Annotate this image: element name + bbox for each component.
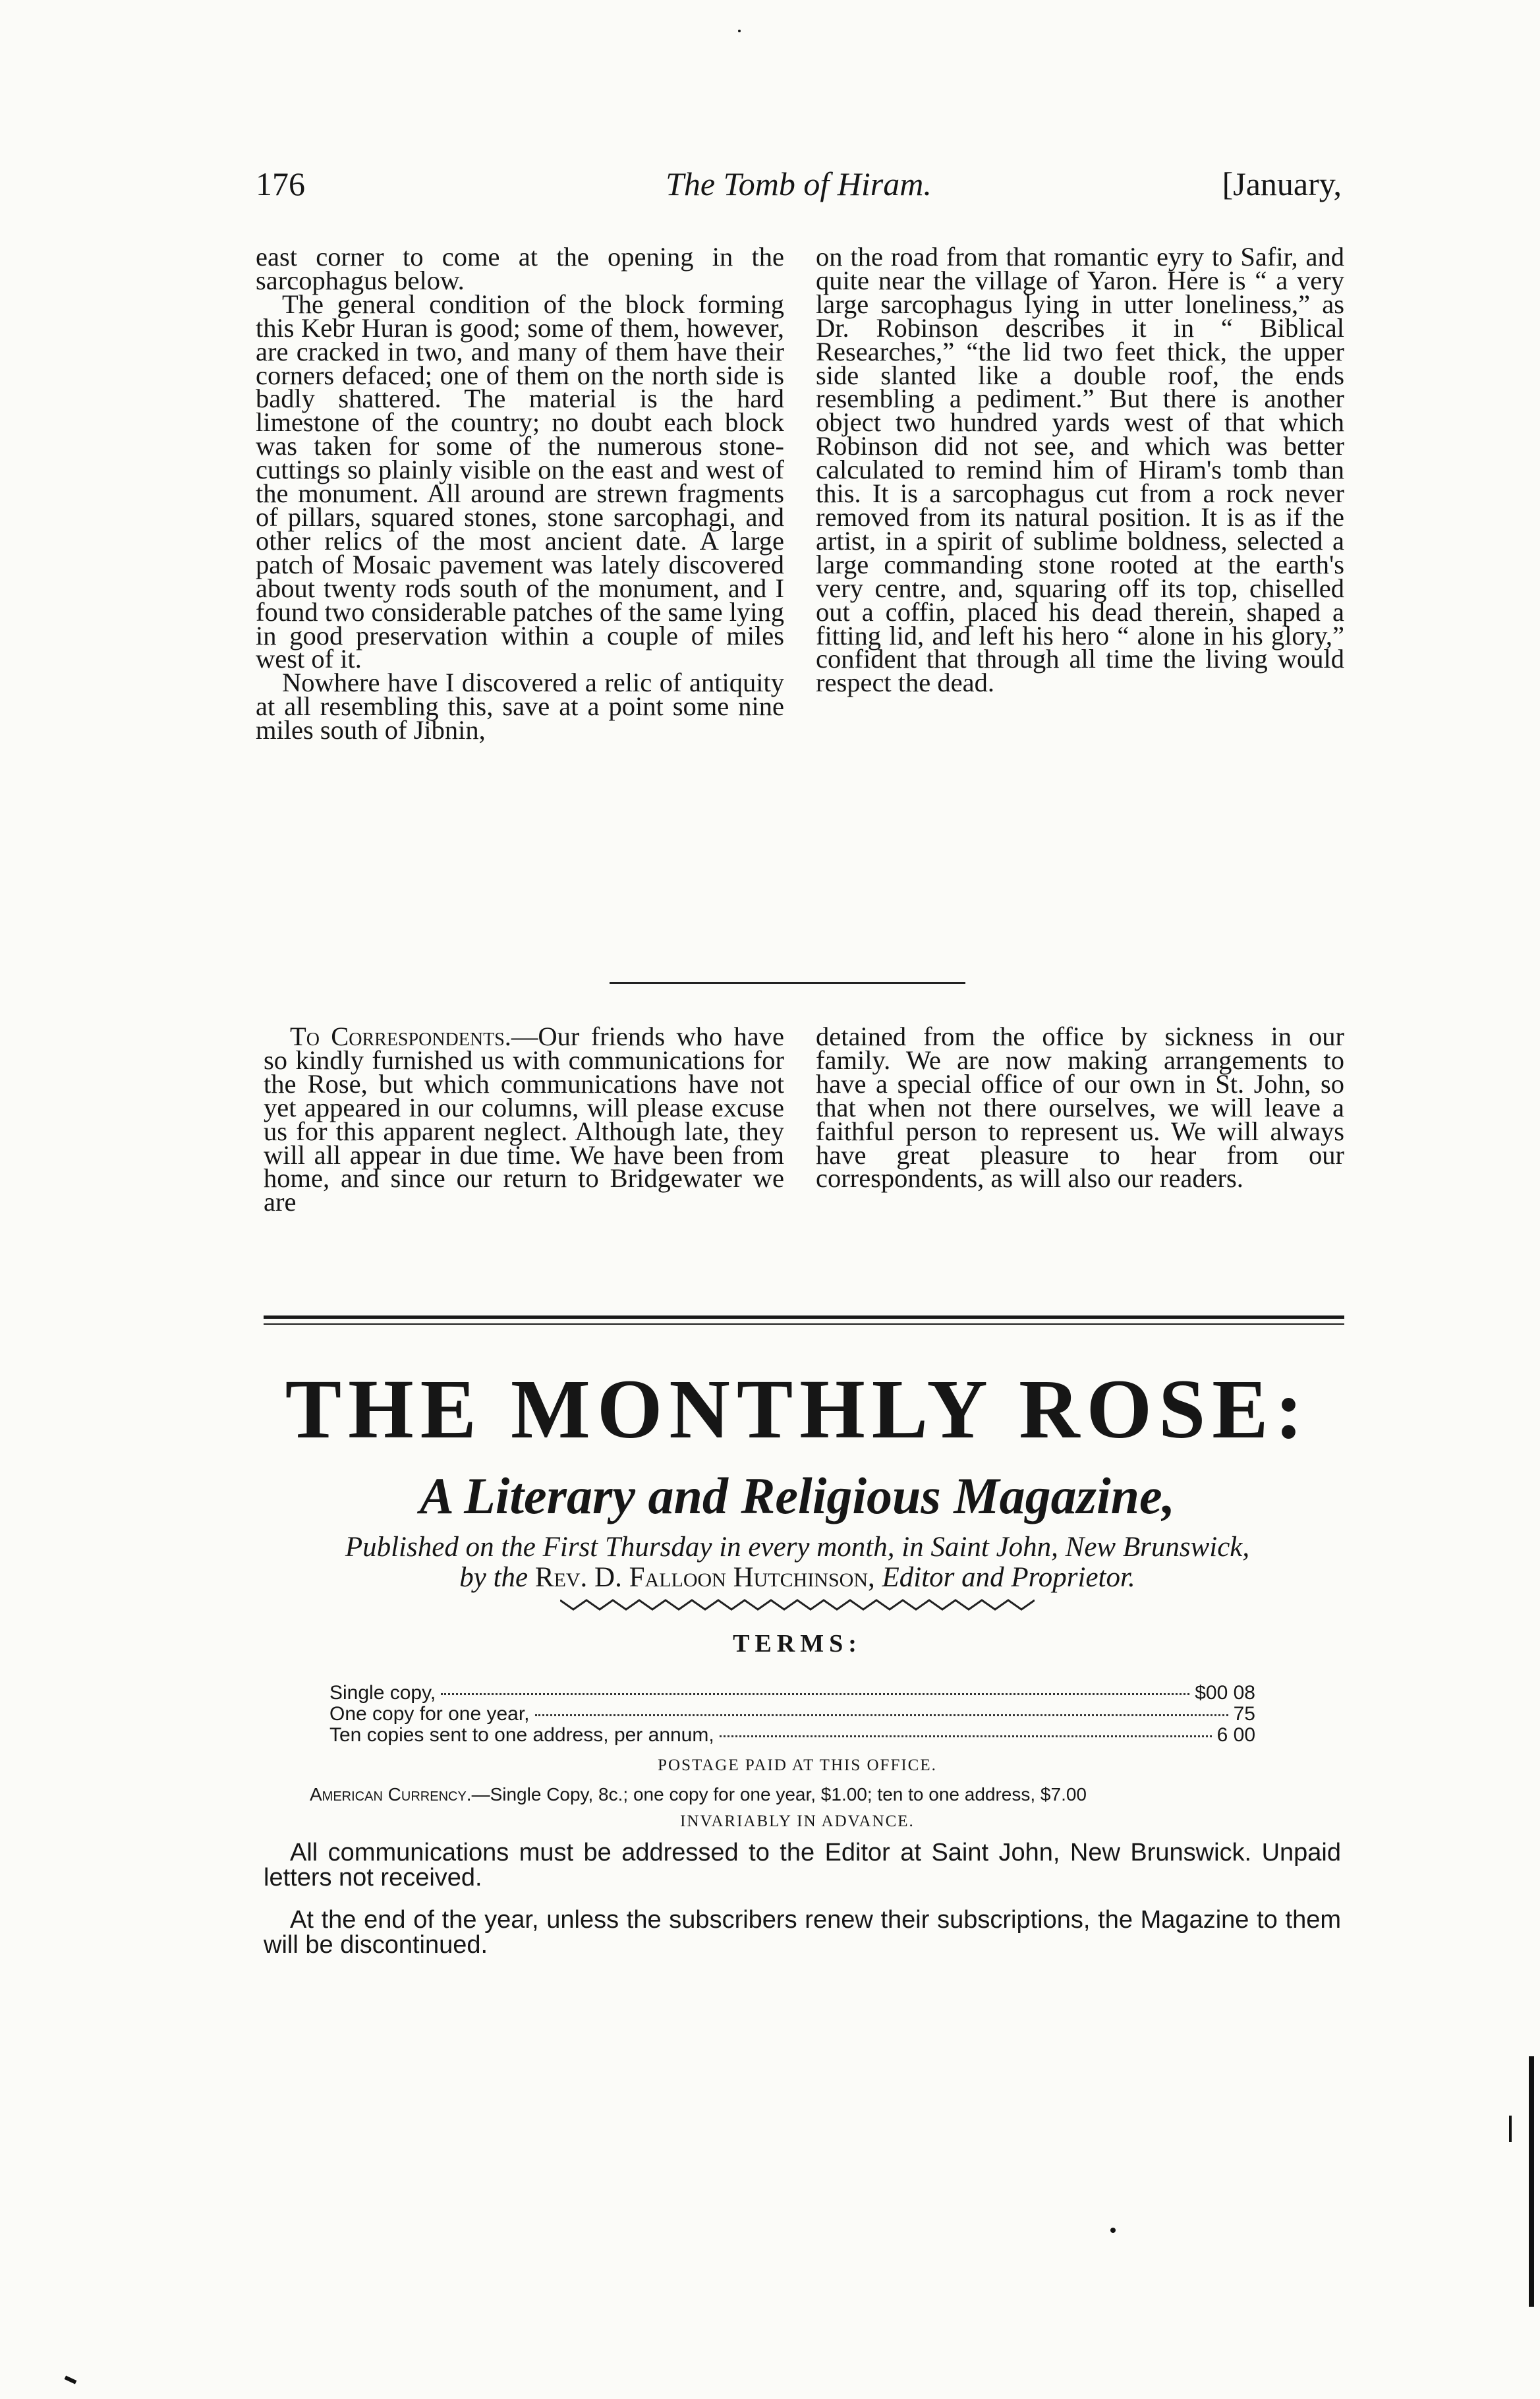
running-month: [January, — [1222, 165, 1342, 202]
publication-info — [250, 1532, 1344, 1593]
american-currency-line — [310, 1784, 1338, 1805]
correspondents-heading: To Correspondents. — [290, 1022, 511, 1051]
editor-role: Editor and Proprietor. — [882, 1562, 1135, 1593]
price-row — [329, 1682, 1255, 1704]
masthead-title: THE MONTHLY ROSE: — [285, 1362, 1310, 1456]
correspondents-left-column — [264, 1022, 784, 1217]
double-rule-bottom — [264, 1323, 1344, 1325]
price-label: One copy for one year, — [329, 1703, 530, 1725]
price-value: 6 00 — [1216, 1724, 1255, 1746]
price-row — [329, 1724, 1255, 1747]
leader-dots — [535, 1714, 1228, 1716]
article-paragraph: Nowhere have I discovered a relic of antiquity at all resembling this, save at a point some nine miles south of Jibnin, — [256, 668, 784, 745]
running-title: The Tomb of Hiram. — [666, 165, 932, 202]
leader-dots — [441, 1693, 1189, 1695]
wavy-ornament — [560, 1595, 1035, 1615]
price-label: Single copy, — [329, 1682, 436, 1704]
notice-text: At the end of the year, unless the subscribers renew their subscriptions, the Magazine to them will be discontinued. — [264, 1906, 1341, 1959]
american-currency-label: American Currency. — [310, 1784, 472, 1805]
scan-edge-mark — [1509, 2116, 1512, 2142]
scan-speck — [1110, 2228, 1116, 2233]
price-row — [329, 1703, 1255, 1725]
article-left-column — [256, 242, 784, 745]
american-currency-text: —Single Copy, 8c.; one copy for one year, $1.00; ten to one address, $7.00 — [471, 1784, 1087, 1805]
leader-dots — [720, 1735, 1212, 1737]
scan-speck — [65, 2375, 77, 2384]
publication-by: by the — [459, 1562, 528, 1593]
article-paragraph: on the road from that romantic eyry to Safir, and quite near the village of Yaron. Here is “ a very large sarcophagus lying in utter loneliness,” as Dr. Robinson describes it in “ Biblical Researches,” “the lid two feet thick, the upper side slanted like a double roof, the ends resembling a pediment.” But there is another object two hundred yards west of that which Robinson did not see, and which was better calculated to remind him of Hiram's tomb than this. It is a sarcophagus cut from a rock never removed from its natural position. It is as if the artist, in a spirit of sublime boldness, selected a large commanding stone rooted at the earth's very centre, and, squaring off its top, chiselled out a coffin, placed his dead therein, shaped a fitting lid, and left his hero “ alone in his glory,” confident that through all time the living would respect the dead. — [816, 242, 1344, 698]
terms-heading: TERMS: — [733, 1630, 862, 1658]
article-paragraph: east corner to come at the opening in the sarcophagus below. — [256, 242, 784, 295]
editor-name: Rev. D. Falloon Hutchinson, — [534, 1562, 875, 1593]
notice-paragraph — [264, 1907, 1341, 1957]
correspondents-text: —Our friends who have so kindly furnished us with communications for the Rose, but which communications have not yet appeared in our columns, will please excuse us for this apparent neglect. Although late, they will all appear in due time. We have been from home, and since our return to Bridgewater we are — [264, 1022, 784, 1217]
page-number: 176 — [256, 165, 305, 202]
section-divider — [610, 982, 965, 984]
publication-line-2 — [250, 1563, 1344, 1593]
advance-note: INVARIABLY IN ADVANCE. — [680, 1812, 915, 1830]
scan-speck — [738, 30, 741, 32]
price-value: 75 — [1233, 1703, 1255, 1725]
price-label: Ten copies sent to one address, per annum, — [329, 1724, 714, 1746]
scan-edge-mark — [1529, 2056, 1534, 2307]
correspondents-text: detained from the office by sickness in our family. We are now making arrangements to have a special office of our own in St. John, so that when not there ourselves, we will leave a faithful person to represent us. We will always have great pleasure to hear from our correspondents, as will also our readers. — [816, 1022, 1344, 1194]
notice-text: All communications must be addressed to the Editor at Saint John, New Brunswick. Unpaid letters not received. — [264, 1839, 1341, 1892]
masthead-subtitle: A Literary and Religious Magazine, — [419, 1467, 1176, 1524]
article-paragraph: The general condition of the block forming this Kebr Huran is good; some of them, however, are cracked in two, and many of them have their corners defaced; one of them on the north side is badly shattered. The material is the hard limestone of the country; no doubt each block was taken for some of the numerous stone-cuttings so plainly visible on the east and west of the monument. All around are strewn fragments of pillars, squared stones, stone sarcophagi, and other relics of the most ancient date. A large patch of Mosaic pavement was lately discovered about twenty rods south of the monument, and I found two considerable patches of the same lying in good preservation within a couple of miles west of it. — [256, 289, 784, 674]
price-value: $00 08 — [1195, 1682, 1255, 1704]
double-rule-top — [264, 1315, 1344, 1319]
running-header — [256, 152, 1342, 211]
article-right-column — [816, 242, 1344, 698]
correspondents-right-column — [816, 1022, 1344, 1194]
publication-line-1: Published on the First Thursday in every month, in Saint John, New Brunswick, — [345, 1532, 1250, 1563]
notice-paragraph — [264, 1840, 1341, 1890]
postage-note: POSTAGE PAID AT THIS OFFICE. — [658, 1756, 937, 1774]
